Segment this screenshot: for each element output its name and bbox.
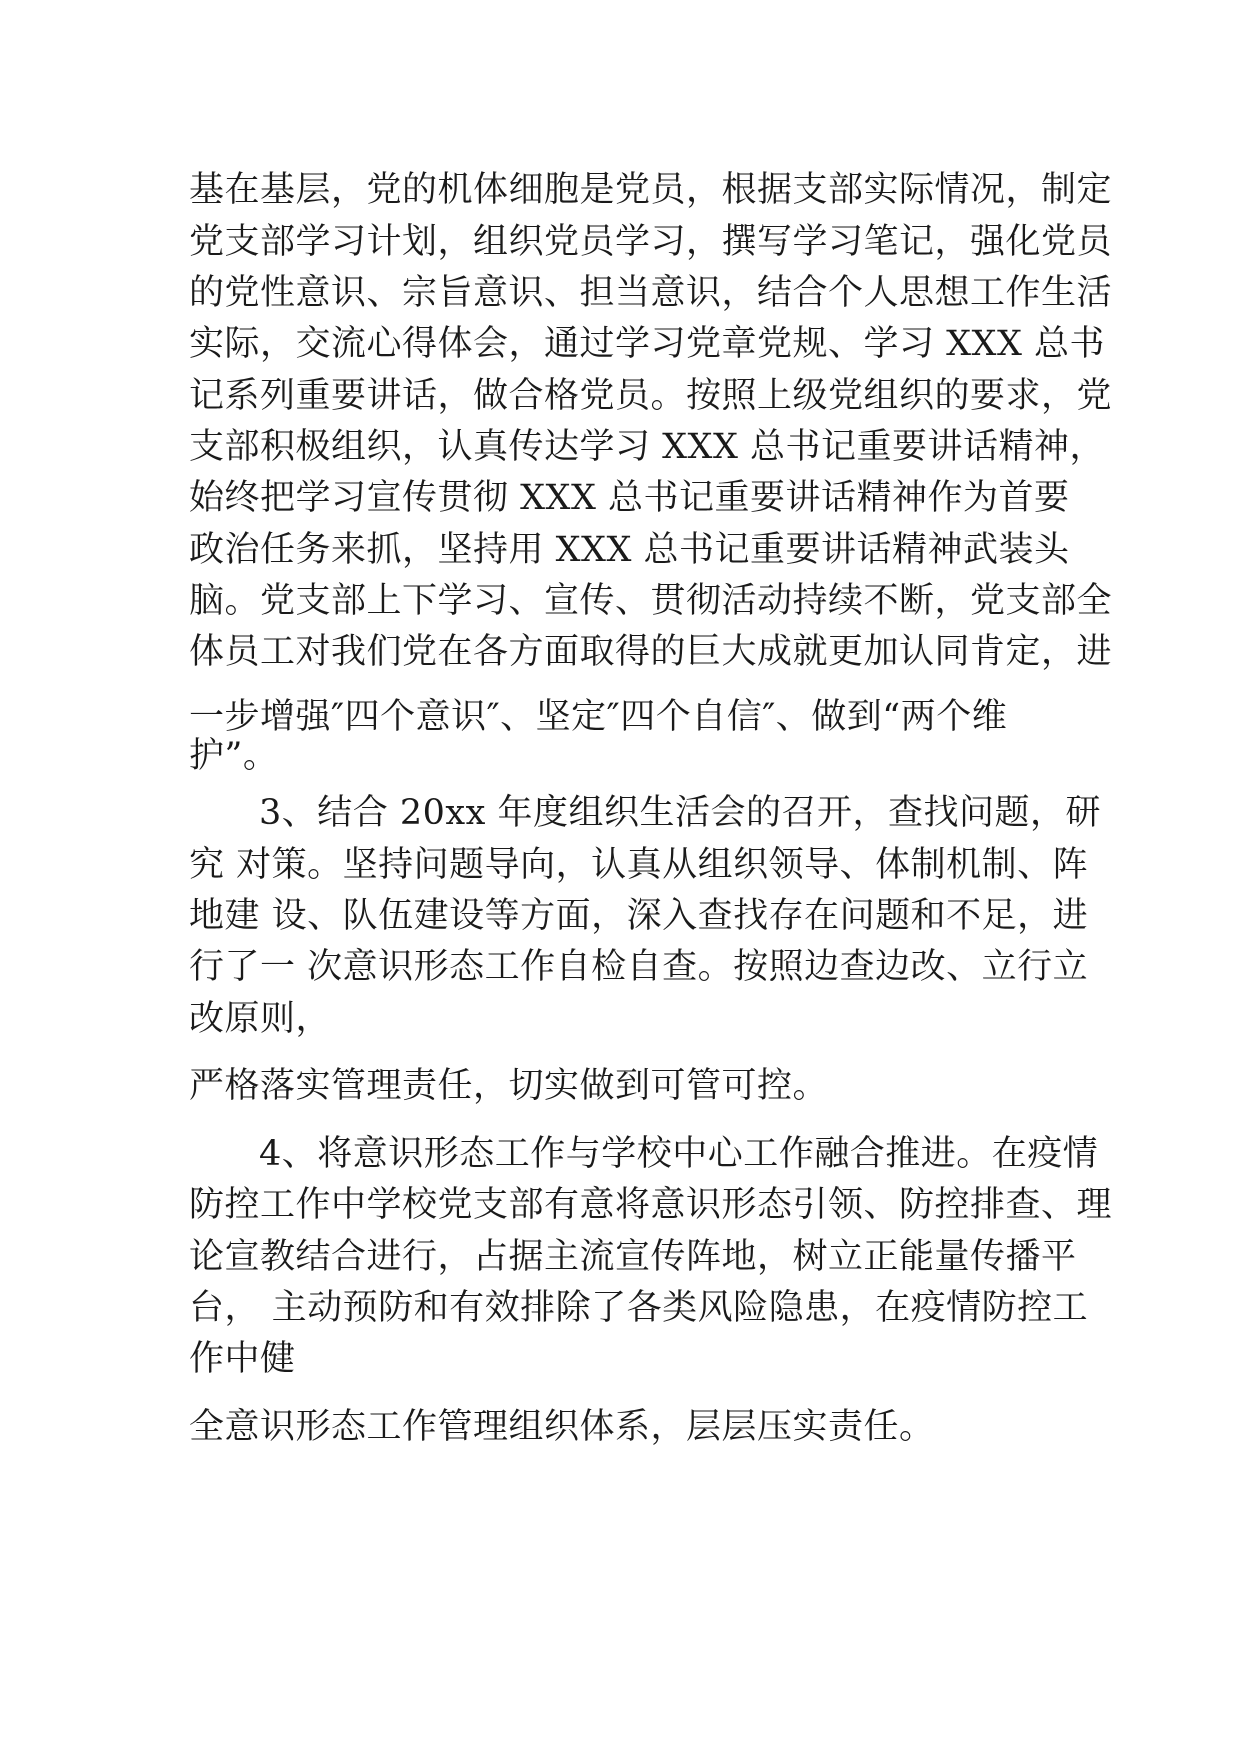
text-line: 记系列重要讲话，做合格党员。按照上级党组织的要求，党 bbox=[189, 376, 1113, 416]
text-line: 一步增强″四个意识″、坚定″四个自信″、做到“两个维 bbox=[189, 697, 1008, 737]
text-line: 行了一 次意识形态工作自检自查。按照边查边改、立行立 bbox=[189, 947, 1089, 987]
paragraph-4-first-line: 4、将意识形态工作与学校中心工作融合推进。在疫情 bbox=[259, 1134, 1099, 1174]
text-line: 党支部学习计划，组织党员学习，撰写学习笔记，强化党员 bbox=[189, 222, 1113, 262]
text-line: 政治任务来抓，坚持用 XXX 总书记重要讲话精神武装头 bbox=[189, 530, 1070, 570]
text-line: 支部积极组织，认真传达学习 XXX 总书记重要讲话精神， bbox=[189, 427, 1106, 467]
text-line: 改原则， bbox=[189, 999, 332, 1039]
text-line: 防控工作中学校党支部有意将意识形态引领、防控排查、理 bbox=[189, 1185, 1113, 1225]
text-line: 论宣教结合进行，占据主流宣传阵地，树立正能量传播平 bbox=[189, 1237, 1077, 1277]
text-line: 的党性意识、宗旨意识、担当意识，结合个人思想工作生活 bbox=[189, 273, 1113, 313]
text-line: 全意识形态工作管理组织体系，层层压实责任。 bbox=[189, 1407, 935, 1447]
text-line: 护”。 bbox=[189, 736, 279, 776]
text-line: 台， 主动预防和有效排除了各类风险隐患，在疫情防控工 bbox=[189, 1288, 1089, 1328]
text-line: 作中健 bbox=[189, 1339, 296, 1379]
text-line: 地建 设、队伍建设等方面，深入查找存在问题和不足，进 bbox=[189, 896, 1089, 936]
text-line: 体员工对我们党在各方面取得的巨大成就更加认同肯定，进 bbox=[189, 632, 1113, 672]
text-line: 脑。党支部上下学习、宣传、贯彻活动持续不断，党支部全 bbox=[189, 581, 1113, 621]
text-line: 基在基层，党的机体细胞是党员，根据支部实际情况，制定 bbox=[189, 170, 1113, 210]
paragraph-3-first-line: 3、结合 20xx 年度组织生活会的召开，查找问题，研 bbox=[259, 793, 1102, 833]
text-line: 始终把学习宣传贯彻 XXX 总书记重要讲话精神作为首要 bbox=[189, 478, 1070, 518]
text-line: 究 对策。坚持问题导向，认真从组织领导、体制机制、阵 bbox=[189, 845, 1089, 885]
text-line: 实际，交流心得体会，通过学习党章党规、学习 XXX 总书 bbox=[189, 324, 1106, 364]
text-line: 严格落实管理责任，切实做到可管可控。 bbox=[189, 1066, 829, 1106]
